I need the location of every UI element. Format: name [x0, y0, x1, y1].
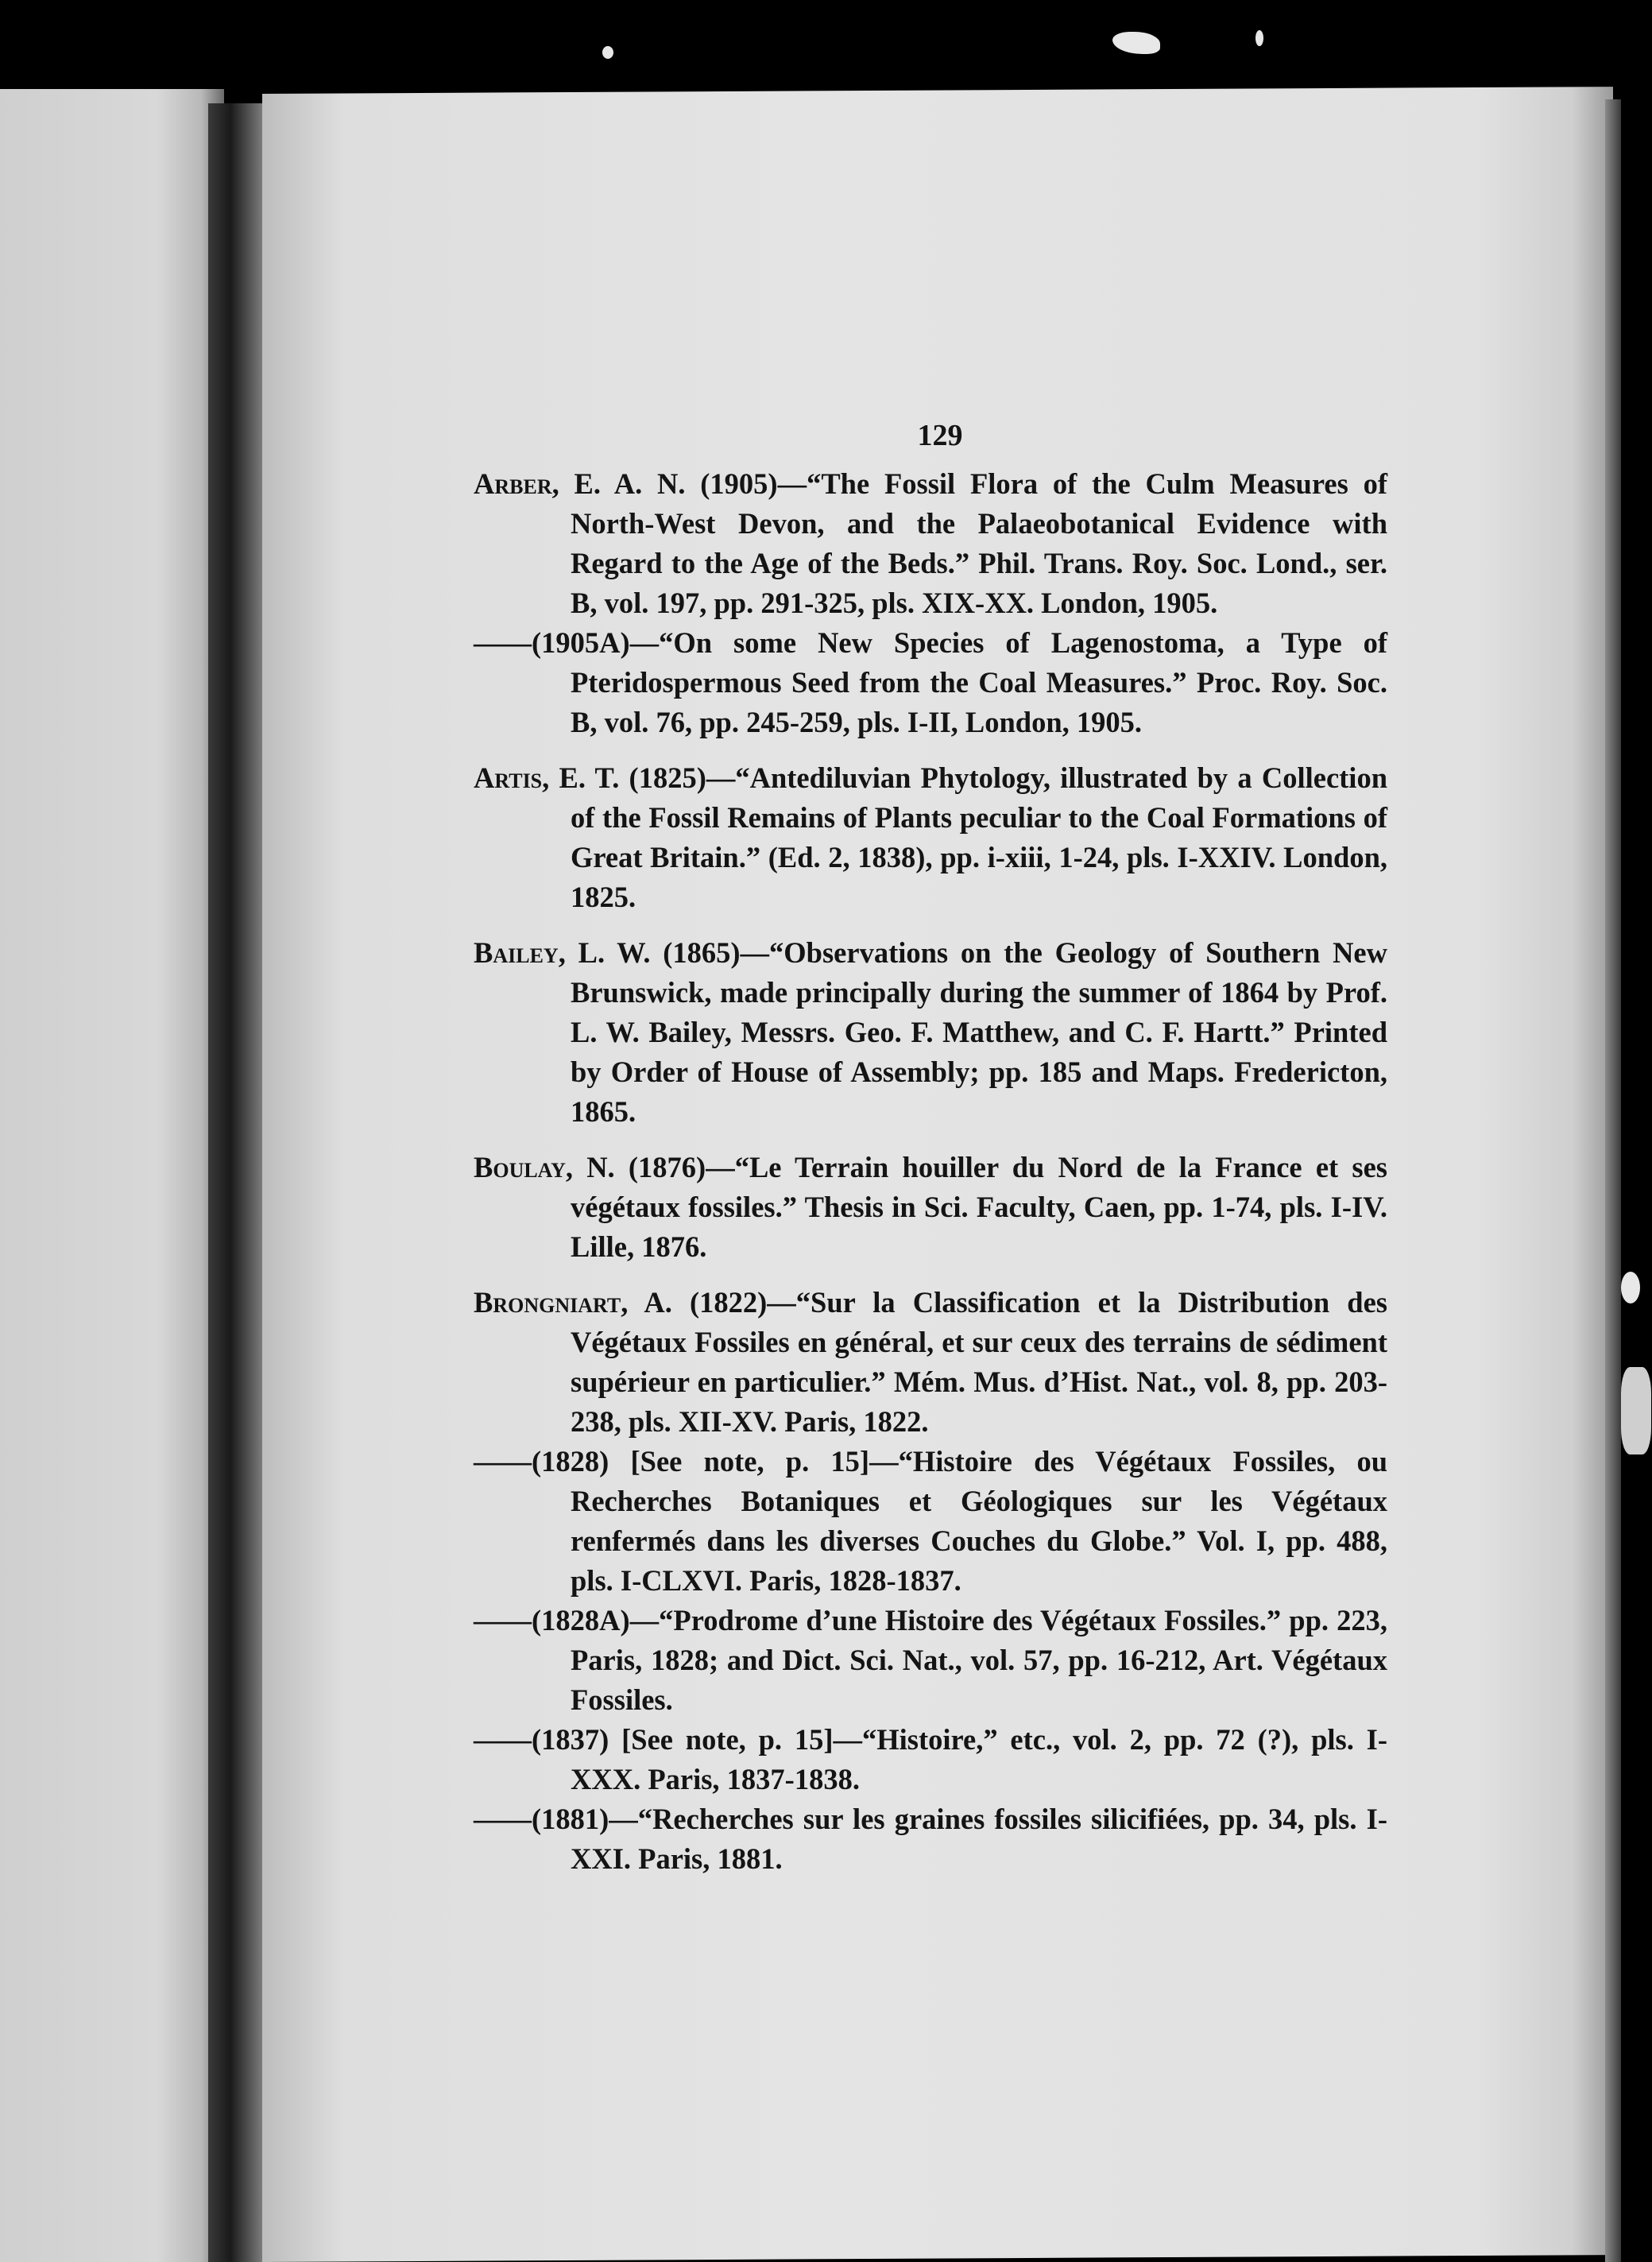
entry-text: , N. (1876)—“Le Terrain houiller du Nord de la France et ses végétaux fossiles.” Thesis in Sci. Faculty, Caen, pp. 1-74, pls. I-IV. Lille, 1876. [565, 1151, 1387, 1263]
dust-speck [602, 46, 613, 59]
left-page-edge [0, 89, 224, 2262]
entry-text: , E. T. (1825)—“Antediluvian Phytology, illustrated by a Collection of the Fossil Remains of Plants peculiar to the Coal Formations of Great Britain.” (Ed. 2, 1838), pp. i-xiii, 1-24, pls. I-XXIV. London, 1825. [542, 761, 1387, 913]
entry-text: ——(1905A)—“On some New Species of Lagenostoma, a Type of Pteridospermous Seed from the Coal Measures.” Proc. Roy. Soc. B, vol. 76, pp. 245-259, pls. I-II, London, 1905. [474, 626, 1387, 738]
dust-speck [1112, 32, 1160, 54]
entry-text: ——(1837) [See note, p. 15]—“Histoire,” etc., vol. 2, pp. 72 (?), pls. I-XXX. Paris, 1837-1838. [474, 1723, 1387, 1795]
entry-author: Boulay [474, 1151, 566, 1183]
bibliography-entry [474, 933, 1387, 1132]
entry-text: , L. W. (1865)—“Observations on the Geology of Southern New Brunswick, made principally during the summer of 1864 by Prof. L. W. Bailey, Messrs. Geo. F. Matthew, and C. F. Hartt.” Printed by Order of House of Assembly; pp. 185 and Maps. Fredericton, 1865. [558, 936, 1387, 1128]
bibliography-entry [474, 464, 1387, 623]
bibliography-entry [474, 1720, 1387, 1799]
page-number: 129 [917, 419, 963, 452]
entry-text: ——(1828A)—“Prodrome d’une Histoire des Végétaux Fossiles.” pp. 223, Paris, 1828; and Dict. Sci. Nat., vol. 57, pp. 16-212, Art. Végétaux Fossiles. [474, 1604, 1387, 1716]
bibliography-entry [474, 1148, 1387, 1267]
bibliography-entry [474, 623, 1387, 742]
bibliography-entry [474, 1283, 1387, 1442]
bibliography-entry [474, 1799, 1387, 1879]
dust-speck [1621, 1367, 1651, 1454]
entry-text: , E. A. N. (1905)—“The Fossil Flora of the Culm Measures of North-West Devon, and the Palaeobotanical Evidence with Regard to the Age of the Beds.” Phil. Trans. Roy. Soc. Lond., ser. B, vol. 197, pp. 291-325, pls. XIX-XX. London, 1905. [551, 467, 1387, 619]
dust-speck [1621, 1272, 1640, 1303]
right-page-edge-shadow [1605, 99, 1621, 2262]
entry-text: ——(1828) [See note, p. 15]—“Histoire des Végétaux Fossiles, ou Recherches Botaniques et Géologiques sur les Végétaux renfermés dans les diverses Couches du Globe.” Vol. I, pp. 488, pls. I-CLXVI. Paris, 1828-1837. [474, 1445, 1387, 1597]
entry-author: Arber [474, 467, 552, 500]
entry-text: , A. (1822)—“Sur la Classification et la Distribution des Végétaux Fossiles en général, et sur ceux des terrains de sédiment supérieur en particulier.” Mém. Mus. d’Hist. Nat., vol. 8, pp. 203-238, pls. XII-XV. Paris, 1822. [571, 1286, 1387, 1438]
bibliography-entry [474, 1442, 1387, 1601]
dust-speck [1255, 30, 1263, 46]
bibliography-entry [474, 1601, 1387, 1720]
entry-author: Brongniart [474, 1286, 621, 1319]
bibliography-entry [474, 758, 1387, 917]
bibliography-page-text [474, 413, 1387, 1879]
entry-author: Bailey [474, 936, 559, 969]
entry-author: Artis [474, 761, 543, 794]
entry-text: ——(1881)—“Recherches sur les graines fossiles silicifiées, pp. 34, pls. I-XXI. Paris, 1881. [474, 1803, 1387, 1875]
